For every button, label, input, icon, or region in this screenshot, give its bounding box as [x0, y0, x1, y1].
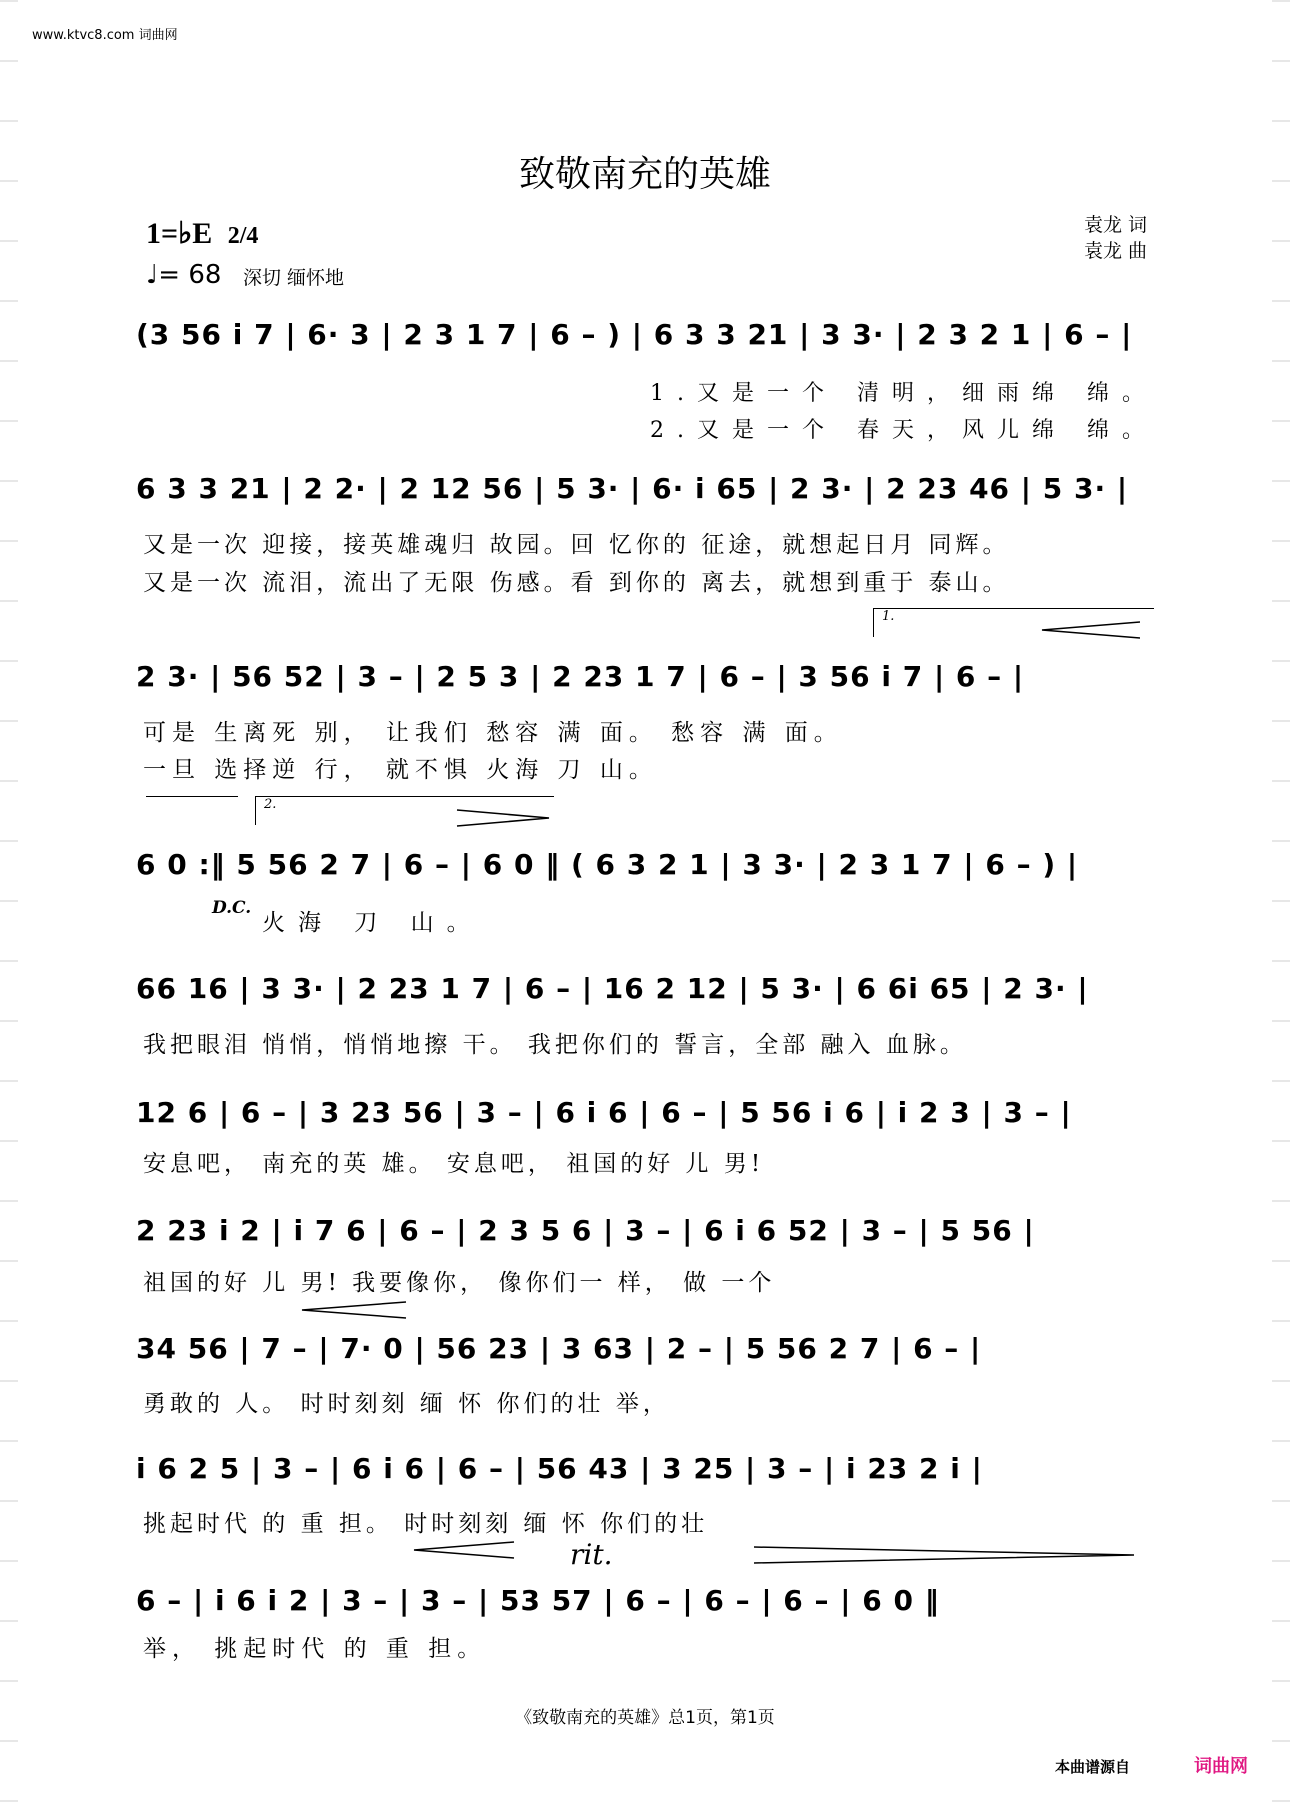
notation-line-2: 6 3 3 21 | 2 2· | 2 12 56 | 5 3· | 6· i 65 | 2 3· | 2 23 46 | 5 3· |: [136, 472, 1129, 505]
notation-line-5: 66 16 | 3 3· | 2 23 1 7 | 6 – | 16 2 12 | 5 3· | 6 6i 65 | 2 3· |: [136, 972, 1089, 1005]
notation-line-10: 6 – | i 6 i 2 | 3 – | 3 – | 53 57 | 6 – | 6 – | 6 – | 6 0 ‖: [136, 1584, 940, 1617]
crescendo-hairpin-1: [1040, 620, 1140, 640]
notation-line-7: 2 23 i 2 | i 7 6 | 6 – | 2 3 5 6 | 3 – | 6 i 6 52 | 3 – | 5 56 |: [136, 1214, 1035, 1247]
lyric-line-4: 火海 刀 山。: [262, 910, 483, 936]
key-signature: [146, 216, 258, 251]
lyric-line-3a: 可是 生离死 别， 让我们 愁容 满 面。 愁容 满 面。: [143, 720, 843, 746]
page-info: 《致敬南充的英雄》总1页，第1页: [515, 1708, 775, 1728]
volta-1-label: 1.: [882, 609, 895, 624]
lyric-line-6: 安息吧， 南充的英 雄。 安息吧， 祖国的好 儿 男!: [143, 1151, 765, 1177]
volta-1-continuation: [146, 796, 238, 797]
notation-line-4: 6 0 :‖ 5 56 2 7 | 6 – | 6 0 ‖ ( 6 3 2 1 | 3 3· | 2 3 1 7 | 6 – ) |: [136, 848, 1079, 881]
lyric-line-2a: 又是一次 迎接，接英雄魂归 故园。回 忆你的 征途，就想起日月 同辉。: [143, 532, 1010, 558]
lyric-line-10: 举， 挑起时代 的 重 担。: [143, 1636, 487, 1662]
source-label: 本曲谱源自: [1054, 1758, 1130, 1776]
crescendo-hairpin-2: [300, 1300, 408, 1320]
decrescendo-hairpin-1: [455, 808, 551, 828]
lyric-line-1b: 2.又是一个 春天，风儿绵 绵。: [650, 418, 1157, 443]
left-margin-watermark: [0, 0, 18, 1804]
notation-line-9: i 6 2 5 | 3 – | 6 i 6 | 6 – | 56 43 | 3 25 | 3 – | i 23 2 i |: [136, 1452, 983, 1485]
notation-line-3: 2 3· | 56 52 | 3 – | 2 5 3 | 2 23 1 7 | 6 – | 3 56 i 7 | 6 – |: [136, 660, 1025, 693]
notation-line-1: (3 56 i 7 | 6· 3 | 2 3 1 7 | 6 – ) | 6 3 3 21 | 3 3· | 2 3 2 1 | 6 – |: [136, 318, 1133, 351]
lyric-line-2b: 又是一次 流泪，流出了无限 伤感。看 到你的 离去，就想到重于 泰山。: [143, 570, 1010, 596]
composer-credit: 袁龙 曲: [1083, 240, 1147, 262]
lyric-line-3b: 一旦 选择逆 行， 就不惧 火海 刀 山。: [143, 757, 658, 783]
tempo-marking: ♩= 68: [146, 260, 222, 290]
lyric-line-7: 祖国的好 儿 男! 我要像你， 像你们一 样， 做 一个: [143, 1270, 776, 1296]
volta-2-label: 2.: [264, 797, 277, 812]
lyric-line-5: 我把眼泪 悄悄，悄悄地擦 干。 我把你们的 誓言，全部 融入 血脉。: [143, 1032, 967, 1058]
notation-line-8: 34 56 | 7 – | 7· 0 | 56 23 | 3 63 | 2 – | 5 56 2 7 | 6 – |: [136, 1332, 982, 1365]
crescendo-hairpin-3: [412, 1540, 516, 1560]
lyric-line-9: 挑起时代 的 重 担。 时时刻刻 缅 怀 你们的壮: [143, 1511, 709, 1537]
right-margin-watermark: [1272, 0, 1290, 1804]
rit-marking: rit.: [570, 1538, 613, 1571]
lyricist-credit: 袁龙 词: [1083, 214, 1147, 236]
expression-marking: 深切 缅怀地: [243, 267, 345, 289]
song-title: 致敬南充的英雄: [518, 154, 771, 195]
time-signature: 2/4: [227, 223, 259, 249]
lyric-line-8: 勇敢的 人。 时时刻刻 缅 怀 你们的壮 举，: [143, 1391, 670, 1417]
lyric-line-1a: 1.又是一个 清明，细雨绵 绵。: [650, 381, 1157, 406]
site-url: www.ktvc8.com 词曲网: [32, 28, 178, 43]
source-logo: 词曲网: [1194, 1756, 1248, 1777]
key-value: 1=♭E: [146, 217, 213, 250]
notation-line-6: 12 6 | 6 – | 3 23 56 | 3 – | 6 i 6 | 6 – | 5 56 i 6 | i 2 3 | 3 – |: [136, 1096, 1072, 1129]
dc-marking: D.C.: [212, 898, 252, 918]
decrescendo-hairpin-2: [752, 1545, 1136, 1569]
